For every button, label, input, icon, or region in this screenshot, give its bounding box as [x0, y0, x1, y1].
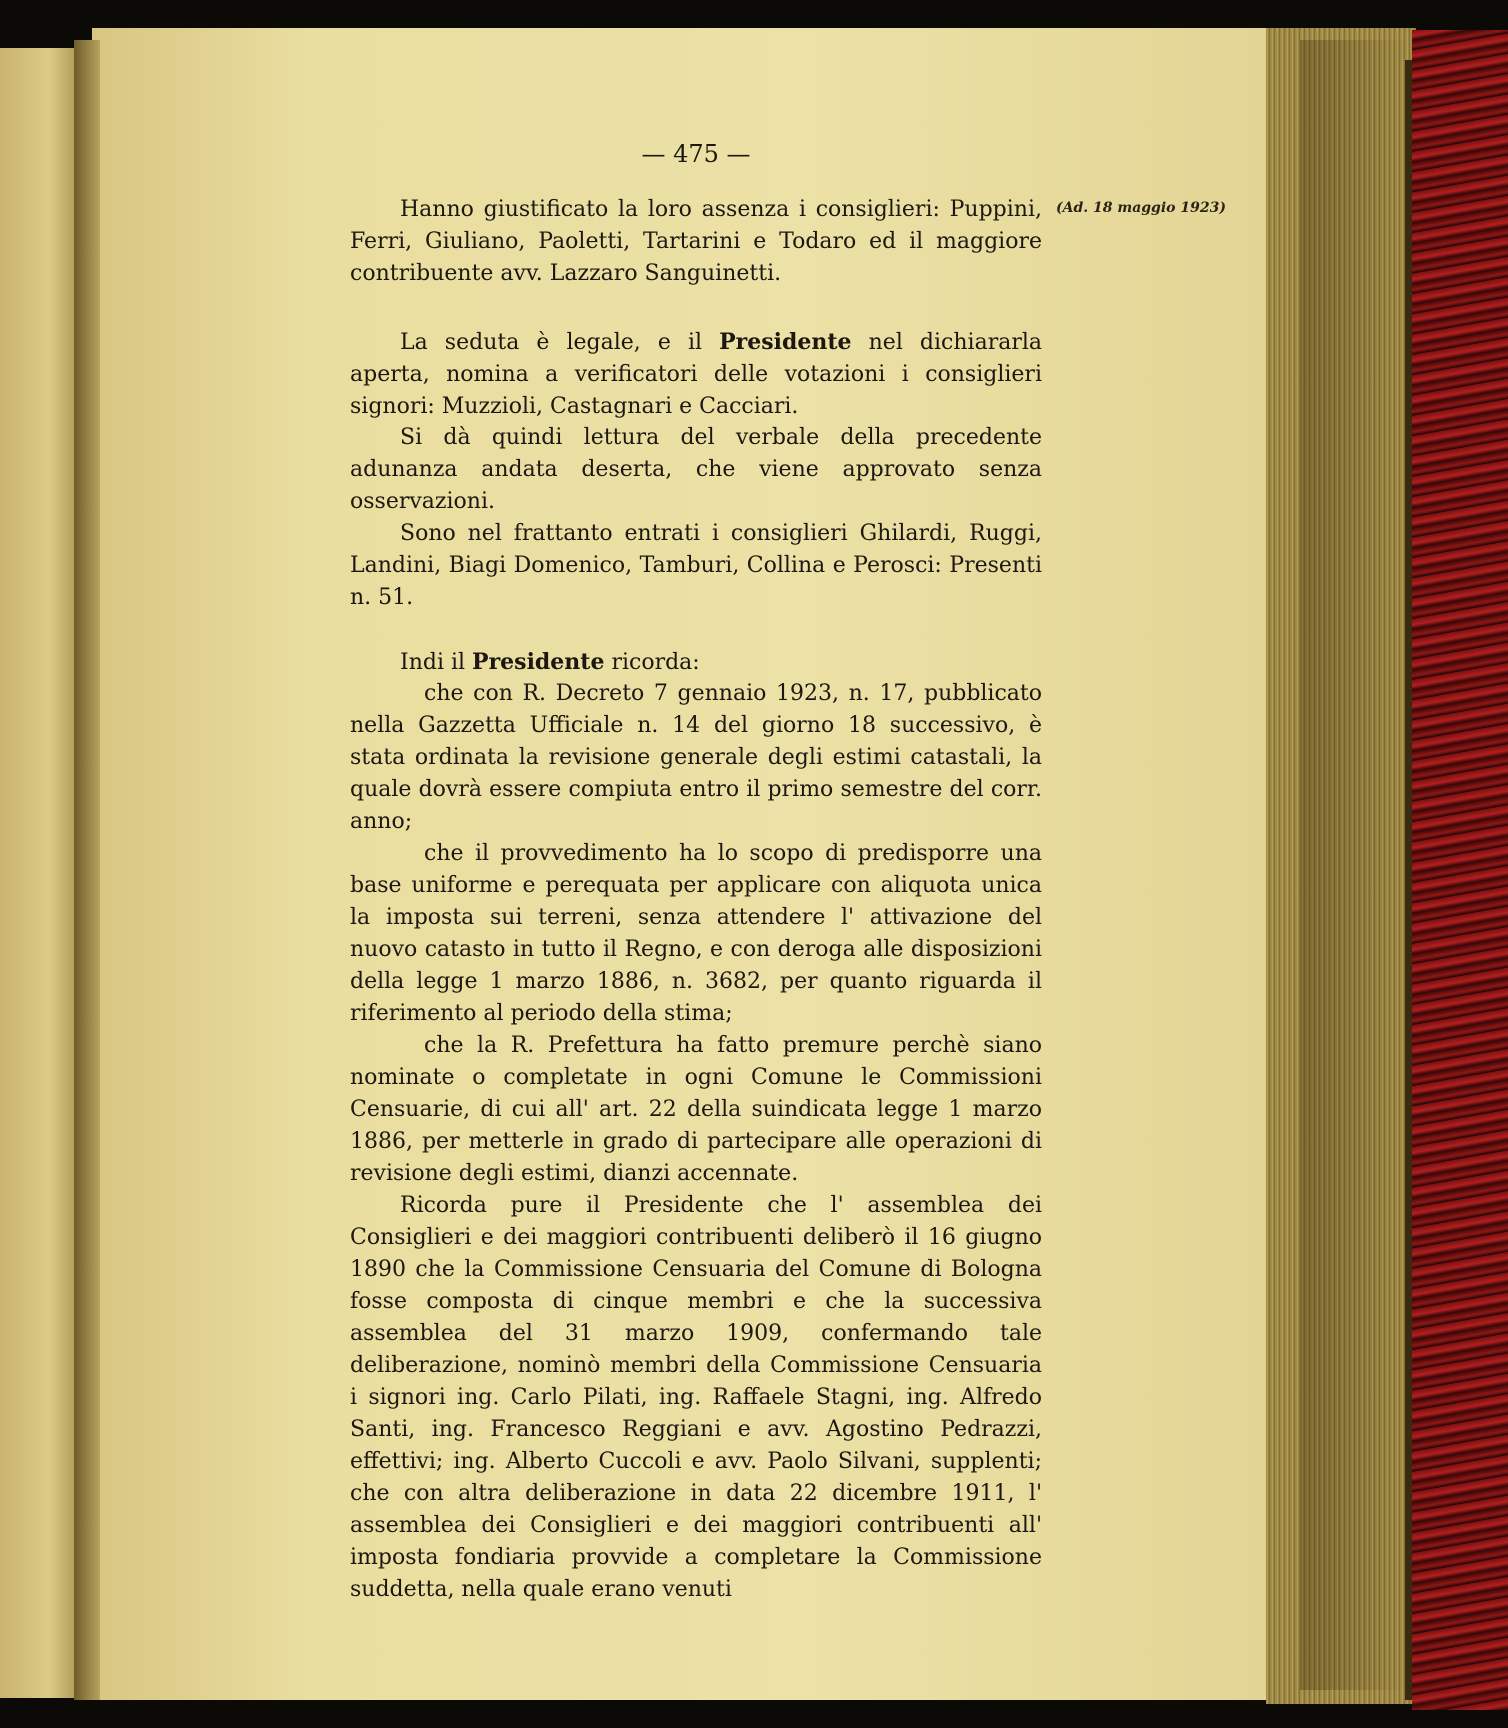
paragraph-text: nel dichiararla aperta, nomina a verificatori delle votazioni i consiglieri signori: Muzzioli, Castagnari e Cacciari.	[350, 330, 1042, 419]
president-label: Presidente	[719, 329, 852, 355]
paragraph-text: Hanno giustificato la loro assenza i consiglieri: Puppini, Ferri, Giuliano, Paoletti, Tartarini e Todaro ed il maggiore contribuente avv. Lazzaro Sanguinetti.	[350, 197, 1042, 286]
president-label: Presidente	[472, 649, 605, 675]
paragraph-text: Ricorda pure il Presidente che l' assemblea dei Consiglieri e dei maggiori contribuenti deliberò il 16 giugno 1890 che la Commissione Censuaria del Comune di Bologna fosse composta di cinque membri e che la successiva assemblea del 31 marzo 1909, confermando tale deliberazione, nominò membri della Commissione Censuaria i signori ing. Carlo Pilati, ing. Raffaele Stagni, ing. Alfredo Santi, ing. Francesco Reggiani e avv. Agostino Pedrazzi, effettivi; ing. Alberto Cuccoli e avv. Paolo Silvani, supplenti; che con altra deliberazione in data 22 dicembre 1911, l' assemblea dei Consiglieri e dei maggiori contribuenti all' imposta fondiaria provvide a completare la Commissione suddetta, nella quale erano venuti	[350, 1193, 1042, 1602]
book-gutter	[74, 40, 100, 1700]
paragraph-absences	[350, 194, 1042, 290]
paragraph-royal-decree	[350, 678, 1042, 838]
paragraph-text: che la R. Prefettura ha fatto premure perchè siano nominate o completate in ogni Comune le Commissioni Censuarie, di cui all' art. 22 della suindicata legge 1 marzo 1886, per metterle in grado di partecipare alle operazioni di revisione degli estimi, dianzi accennate.	[350, 1033, 1042, 1186]
page-number: — 475 —	[641, 140, 751, 168]
paragraph-commission-history	[350, 1190, 1042, 1606]
paragraph-session-legal	[350, 326, 1042, 423]
paragraph-text: Sono nel frattanto entrati i consiglieri Ghilardi, Ruggi, Landini, Biagi Domenico, Tamburi, Collina e Perosci: Presenti n. 51.	[350, 521, 1042, 610]
paragraph-text: Si dà quindi lettura del verbale della precedente adunanza andata deserta, che viene approvato senza osservazioni.	[350, 425, 1042, 514]
edge-shadow	[1300, 40, 1410, 1690]
paragraph-prefecture	[350, 1030, 1042, 1190]
margin-date-note: (Ad. 18 maggio 1923)	[1056, 200, 1226, 216]
paragraph-president-recalls	[350, 646, 1042, 679]
marbled-cover	[1412, 30, 1508, 1710]
paragraph-text: La seduta è legale, e il	[400, 330, 720, 355]
paragraph-minutes-reading	[350, 422, 1042, 518]
paragraph-text: che con R. Decreto 7 gennaio 1923, n. 17, pubblicato nella Gazzetta Ufficiale n. 14 del giorno 18 successivo, è stata ordinata la revisione generale degli estimi catastali, la quale dovrà essere compiuta entro il primo semestre del corr. anno;	[350, 681, 1042, 834]
paragraph-measure-purpose	[350, 838, 1042, 1030]
paragraph-text: Indi il	[400, 650, 473, 675]
paragraph-text: che il provvedimento ha lo scopo di predisporre una base uniforme e perequata per applicare con aliquota unica la imposta sui terreni, senza attendere l' attivazione del nuovo catasto in tutto il Regno, e con deroga alle disposizioni della legge 1 marzo 1886, n. 3682, per quanto riguarda il riferimento al periodo della stima;	[350, 841, 1042, 1026]
left-page-edge	[0, 48, 82, 1698]
paragraph-text: ricorda:	[604, 650, 700, 675]
paragraph-entered-councillors	[350, 518, 1042, 614]
